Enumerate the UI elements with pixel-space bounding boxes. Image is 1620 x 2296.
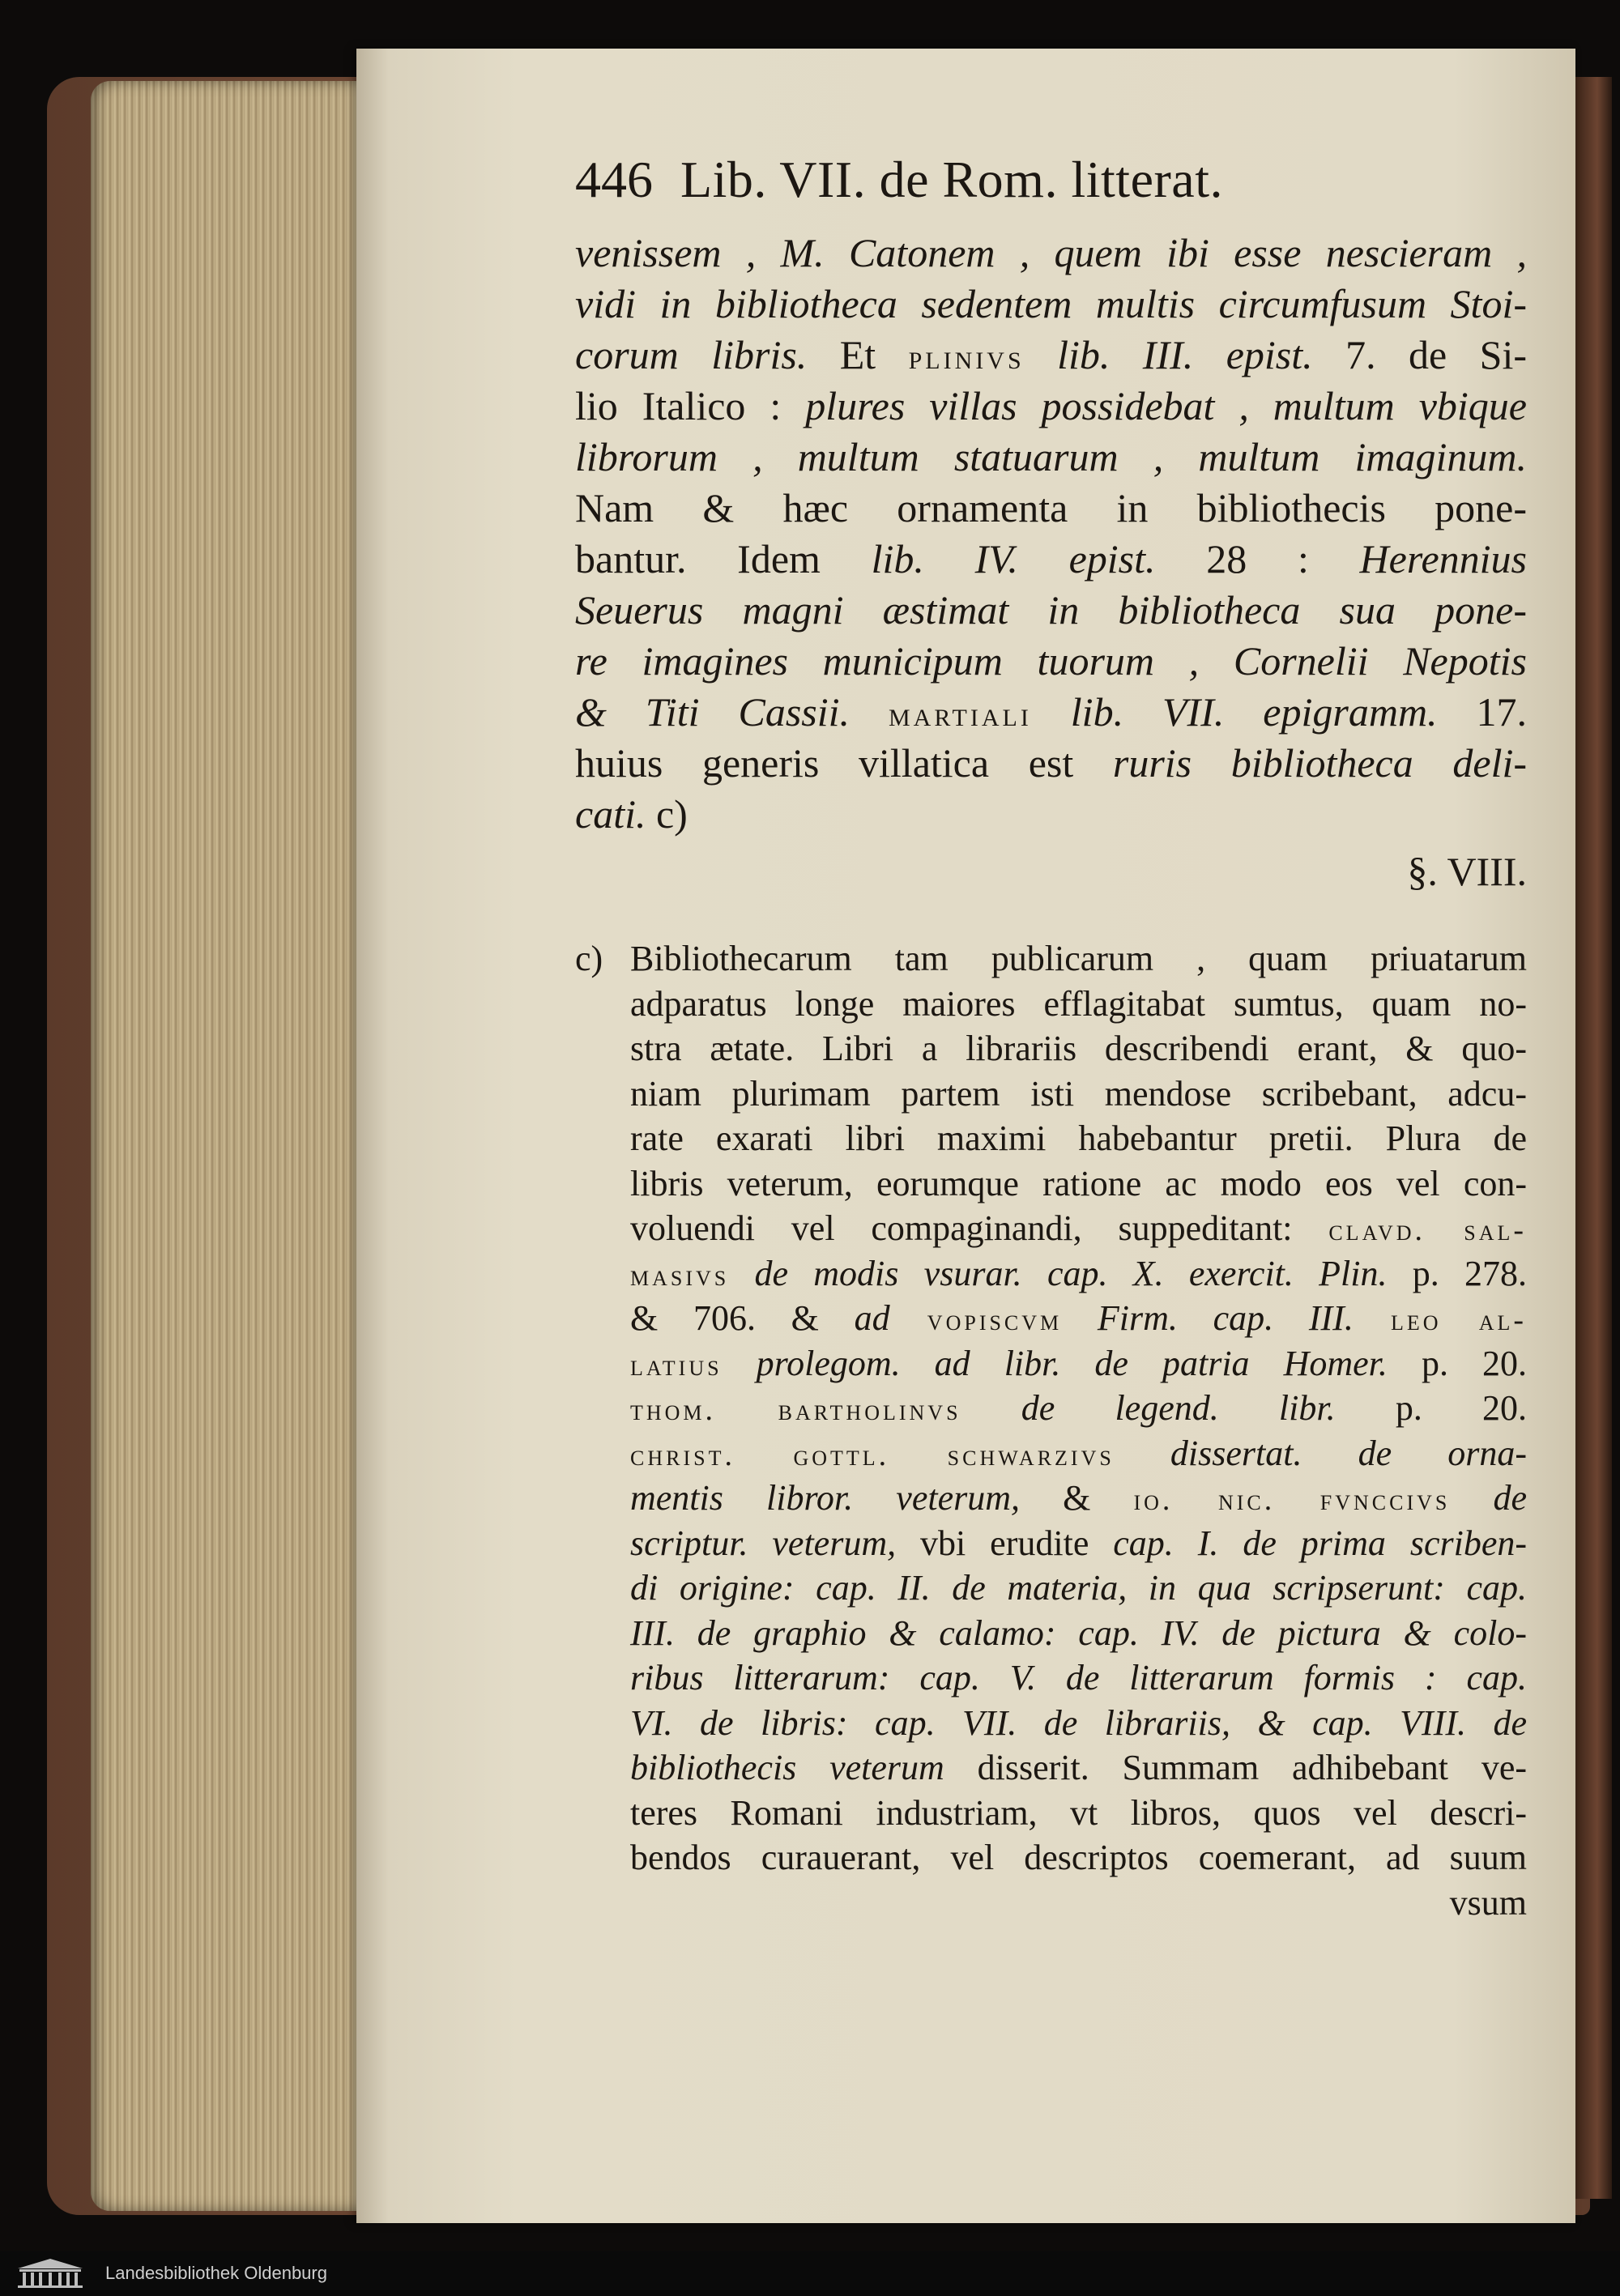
body-line xyxy=(575,228,1527,279)
body-line xyxy=(575,687,1527,738)
text-run: de modis vsurar. cap. X. exercit. Plin. xyxy=(729,1253,1388,1293)
text-run: teres Romani industriam, vt libros, quos vel descri- xyxy=(630,1792,1527,1833)
text-run: dissertat. de orna- xyxy=(1114,1433,1527,1473)
text-run: p. 20. xyxy=(1387,1343,1527,1383)
footnote-line xyxy=(575,1386,1527,1431)
text-run: Firm. cap. III. xyxy=(1062,1298,1354,1338)
text-run: Et xyxy=(807,332,909,377)
text-run: Bibliothecarum tam publicarum , quam priuatarum xyxy=(630,939,1527,978)
body-line xyxy=(575,381,1527,432)
text-run: latius xyxy=(630,1348,723,1382)
text-run: voluendi vel compaginandi, suppeditant: xyxy=(630,1208,1329,1248)
text-run: de legend. libr. xyxy=(961,1388,1336,1428)
body-line xyxy=(575,789,1527,840)
text-run: Herennius xyxy=(1359,536,1527,581)
footnote-line xyxy=(575,982,1527,1027)
footnote-line xyxy=(575,1565,1527,1611)
text-run: III. de graphio & calamo: cap. IV. de pictura & colo- xyxy=(630,1612,1527,1653)
text-run: & 706. & xyxy=(630,1298,855,1338)
body-line xyxy=(575,330,1527,381)
text-run: cati. xyxy=(575,791,646,837)
text-run: io. nic. fvnccivs xyxy=(1133,1483,1451,1517)
text-run: vopiscvm xyxy=(889,1303,1063,1337)
text-run: rate exarati libri maximi habebantur pretii. Plura de xyxy=(630,1118,1527,1158)
footnote-line xyxy=(575,1476,1527,1521)
footnote-line xyxy=(575,1161,1527,1207)
facing-page-edge xyxy=(1575,77,1612,2199)
body-line xyxy=(575,483,1527,534)
text-run: bibliothecis veterum xyxy=(630,1748,944,1787)
text-run: lio Italico : xyxy=(575,383,806,428)
text-run: plinivs xyxy=(908,339,1025,377)
footnote-line xyxy=(575,1655,1527,1701)
page-text xyxy=(575,150,1527,1925)
footnote-line xyxy=(575,1071,1527,1117)
text-run: ruris bibliotheca deli- xyxy=(1112,740,1527,786)
footnote-line xyxy=(575,936,1527,982)
text-run: stra ætate. Libri a librariis describendi erant, & quo- xyxy=(630,1029,1527,1068)
library-footer xyxy=(0,2251,1620,2296)
text-run: clavd. sal- xyxy=(1328,1213,1527,1247)
text-run: librorum , multum statuarum , multum imaginum. xyxy=(575,434,1527,479)
text-run: niam plurimam partem isti mendose scribebant, adcu- xyxy=(630,1073,1527,1114)
footnote xyxy=(575,936,1527,1881)
text-run: bantur. Idem xyxy=(575,536,872,581)
section-heading: §. VIII. xyxy=(1407,849,1527,894)
library-name: Landesbibliothek Oldenburg xyxy=(105,2263,327,2283)
text-run: vidi in bibliotheca sedentem multis circumfusum Stoi- xyxy=(575,281,1527,326)
text-run: lib. III. epist. xyxy=(1024,332,1313,377)
text-run: prolegom. ad libr. de patria Homer. xyxy=(722,1343,1388,1383)
text-run: 17. xyxy=(1437,689,1528,735)
text-run: 28 : xyxy=(1155,536,1360,581)
text-run: Seuerus magni æstimat in bibliotheca sua pone- xyxy=(575,587,1527,633)
text-run: disserit. Summam adhibebant ve- xyxy=(944,1748,1527,1787)
text-run: 7. de Si- xyxy=(1312,332,1528,377)
body-line xyxy=(575,585,1527,636)
text-run: libris veterum, eorumque ratione ac modo eos vel con- xyxy=(630,1163,1527,1203)
text-run: mentis libror. veterum, xyxy=(630,1478,1021,1518)
text-run: plures villas possidebat , multum vbique xyxy=(805,383,1527,428)
text-run: c) xyxy=(646,791,688,837)
body-line xyxy=(575,279,1527,330)
text-run: re imagines municipum tuorum , Cornelii Nepotis xyxy=(575,638,1527,684)
footnote-line xyxy=(575,1206,1527,1251)
text-run: venissem , M. Catonem , quem ibi esse nescieram , xyxy=(575,230,1527,275)
body-line xyxy=(575,534,1527,585)
text-run: martiali xyxy=(889,696,1032,734)
text-run: christ. gottl. schwarzivs xyxy=(630,1438,1115,1472)
catchword: vsum xyxy=(1449,1882,1527,1923)
footnote-line xyxy=(575,1701,1527,1746)
text-run: ribus litterarum: cap. V. de litterarum formis : cap. xyxy=(630,1658,1527,1698)
text-run: lib. IV. epist. xyxy=(871,536,1156,581)
body-line xyxy=(575,738,1527,789)
text-run: cap. I. de prima scriben- xyxy=(1113,1523,1527,1563)
text-run: & Titi Cassii. xyxy=(575,689,889,735)
text-run: masivs xyxy=(630,1258,730,1293)
running-title: Lib. VII. de Rom. litterat. xyxy=(680,151,1223,208)
text-run: di origine: cap. II. de materia, in qua scripserunt: cap. xyxy=(630,1568,1527,1608)
footnote-line xyxy=(575,1296,1527,1341)
page-fore-edge xyxy=(91,81,374,2211)
text-run: adparatus longe maiores efflagitabat sumtus, quam no- xyxy=(630,983,1527,1024)
text-run: p. 20. xyxy=(1335,1388,1527,1428)
text-run: Nam & hæc ornamenta in bibliothecis pone- xyxy=(575,485,1527,530)
text-run: p. 278. xyxy=(1387,1253,1528,1293)
body-line xyxy=(575,432,1527,483)
footnote-line xyxy=(575,1026,1527,1071)
text-run: scriptur. veterum, xyxy=(630,1523,897,1563)
footnote-line xyxy=(575,1251,1527,1297)
text-run: thom. bartholinvs xyxy=(630,1393,961,1427)
page-number: 446 xyxy=(575,151,653,208)
footnote-line xyxy=(575,1341,1527,1387)
library-building-icon xyxy=(13,2257,87,2290)
footnote-line xyxy=(575,1745,1527,1791)
text-run: corum libris. xyxy=(575,332,808,377)
footnote-line xyxy=(575,1835,1527,1881)
body-line xyxy=(575,636,1527,687)
text-run: & xyxy=(1020,1478,1134,1518)
text-run: VI. de libris: cap. VII. de librariis, & cap. VIII. de xyxy=(630,1702,1527,1743)
text-run: vbi erudite xyxy=(896,1523,1114,1563)
text-run: de xyxy=(1450,1478,1528,1518)
running-header xyxy=(575,150,1527,228)
footnote-line xyxy=(575,1791,1527,1836)
main-text xyxy=(575,228,1527,840)
text-run: lib. VII. epigramm. xyxy=(1031,689,1438,735)
text-run: ad xyxy=(854,1298,890,1338)
text-run: leo al- xyxy=(1353,1303,1527,1337)
footnote-line xyxy=(575,1611,1527,1656)
footnote-line xyxy=(575,1116,1527,1161)
text-run: huius generis villatica est xyxy=(575,740,1113,786)
text-run: bendos curauerant, vel descriptos coemerant, ad suum xyxy=(630,1838,1527,1877)
footnote-line xyxy=(575,1521,1527,1566)
footnote-line xyxy=(575,1431,1527,1476)
footnote-marker: c) xyxy=(575,939,603,978)
